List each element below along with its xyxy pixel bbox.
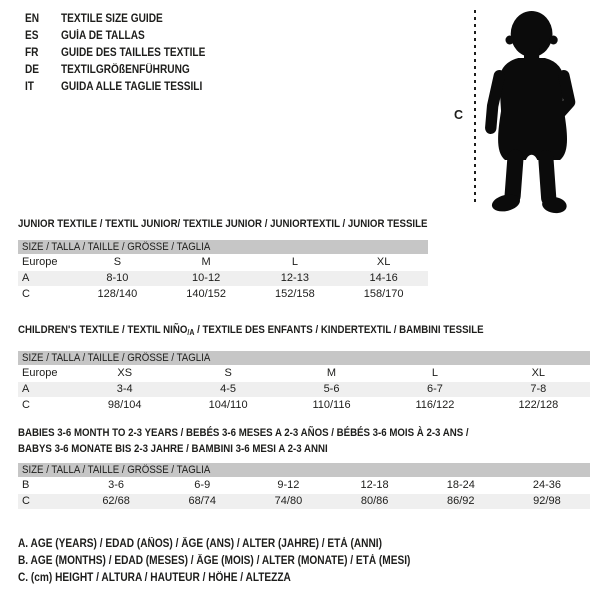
table-cell: 8-10	[106, 272, 129, 284]
language-row-es	[25, 28, 225, 45]
language-row-de	[25, 62, 225, 79]
table-cell: 158/170	[363, 288, 404, 300]
language-code: DE	[25, 64, 40, 76]
row-label: A	[22, 383, 30, 395]
table-cell: 152/158	[274, 288, 315, 300]
table-cell: 122/128	[518, 399, 559, 411]
table-cell: 98/104	[107, 399, 142, 411]
table-cell: 74/80	[274, 495, 303, 507]
table-cell: 12-13	[280, 272, 309, 284]
footnote-c: C. (cm) HEIGHT / ALTURA / HAUTEUR / HÖHE / ALTEZZA	[18, 572, 291, 584]
table-cell: S	[113, 256, 122, 268]
table-row	[18, 255, 428, 270]
footnote-a: A. AGE (YEARS) / EDAD (AÑOS) / ÂGE (ANS) / ALTER (JAHRE) / ETÀ (ANNI)	[18, 538, 382, 550]
table-row	[18, 398, 590, 413]
table-header-bar: SIZE / TALLA / TAILLE / GRÖSSE / TAGLIA	[18, 240, 428, 254]
language-row-fr	[25, 45, 225, 62]
footnote-b: B. AGE (MONTHS) / EDAD (MESES) / ÂGE (MOIS) / ALTER (MONATE) / ETÀ (MESI)	[18, 555, 411, 567]
table-cell: 110/116	[312, 399, 351, 411]
children-size-table	[18, 351, 590, 413]
table-cell: 3-4	[116, 383, 133, 395]
height-figure	[450, 4, 590, 216]
table-row	[18, 494, 590, 509]
junior-size-table	[18, 240, 428, 302]
section-title: CHILDREN'S TEXTILE / TEXTIL $NIÑO_{/A}$ / TEXTILE DES ENFANTS / KINDERTEXTIL / BAMBINI TESSILE	[18, 324, 484, 337]
table-cell: L	[431, 367, 438, 379]
table-cell: XL	[531, 367, 546, 379]
table-cell: 18-24	[446, 479, 475, 491]
table-cell: L	[291, 256, 298, 268]
table-cell: 10-12	[192, 272, 221, 284]
guide-title-es: GUÍA DE TALLAS	[61, 30, 145, 42]
table-row	[18, 271, 428, 286]
table-cell: 86/92	[447, 495, 475, 507]
guide-title-de: TEXTILGRÖßENFÜHRUNG	[61, 64, 190, 76]
table-cell: 9-12	[277, 479, 300, 491]
language-row-it	[25, 79, 225, 96]
language-code: ES	[25, 30, 39, 42]
table-cell: 6-9	[194, 479, 211, 491]
table-row	[18, 382, 590, 397]
row-label: C	[22, 288, 30, 300]
table-row	[18, 478, 590, 493]
table-cell: 62/68	[102, 495, 130, 507]
table-cell: 14-16	[369, 272, 398, 284]
language-code: FR	[25, 47, 39, 59]
section-title: BABIES 3-6 MONTH TO 2-3 YEARS / BEBÉS 3-6 MESES A 2-3 AÑOS / BÉBÉS 3-6 MOIS À 2-3 ANS / BABYS 3-6 MONATE BIS 2-3 JAHRE / BAMBINI 3-6 MESI A 2-3 ANNI	[18, 427, 469, 455]
table-cell: 24-36	[532, 479, 562, 491]
table-cell: 3-6	[108, 479, 125, 491]
table-cell: M	[201, 256, 211, 268]
section-childrens-textile	[18, 324, 590, 414]
babies-size-table	[18, 463, 590, 509]
guide-title-en: TEXTILE SIZE GUIDE	[61, 13, 163, 25]
table-cell: 7-8	[530, 383, 547, 395]
table-cell: 5-6	[323, 383, 340, 395]
table-header-bar: SIZE / TALLA / TAILLE / GRÖSSE / TAGLIA	[18, 351, 590, 365]
table-cell: 68/74	[188, 495, 217, 507]
table-cell: XL	[376, 256, 391, 268]
row-label: C	[22, 495, 30, 507]
row-label: Europe	[22, 367, 58, 379]
table-cell: 12-18	[360, 479, 389, 491]
section-babies-textile	[18, 425, 590, 510]
row-label: Europe	[22, 256, 58, 268]
table-header-bar: SIZE / TALLA / TAILLE / GRÖSSE / TAGLIA	[18, 463, 590, 477]
table-cell: S	[224, 367, 232, 379]
table-cell: 116/122	[415, 399, 455, 411]
table-cell: 104/110	[208, 399, 248, 411]
row-label: B	[22, 479, 30, 491]
table-cell: 128/140	[97, 288, 138, 300]
height-measure-label: C	[454, 108, 464, 122]
table-cell: XS	[117, 367, 133, 379]
baby-silhouette-icon	[450, 4, 590, 216]
footnotes	[18, 536, 464, 587]
guide-title-it: GUIDA ALLE TAGLIE TESSILI	[61, 81, 203, 93]
section-title: JUNIOR TEXTILE / TEXTIL JUNIOR/ TEXTILE JUNIOR / JUNIORTEXTIL / JUNIOR TESSILE	[18, 218, 428, 230]
table-cell: 80/86	[360, 495, 389, 507]
language-code: IT	[25, 81, 35, 93]
row-label: C	[22, 399, 30, 411]
table-row	[18, 287, 428, 302]
table-cell: 140/152	[186, 288, 226, 300]
section-junior-textile	[18, 218, 428, 303]
guide-title-fr: GUIDE DES TAILLES TEXTILE	[61, 47, 206, 59]
table-cell: M	[326, 367, 337, 379]
table-row	[18, 366, 590, 381]
table-cell: 92/98	[533, 495, 561, 507]
language-code: EN	[25, 13, 40, 25]
table-cell: 6-7	[426, 383, 443, 395]
language-header	[25, 11, 225, 96]
table-cell: 4-5	[220, 383, 237, 395]
language-row-en	[25, 11, 225, 28]
row-label: A	[22, 272, 30, 284]
